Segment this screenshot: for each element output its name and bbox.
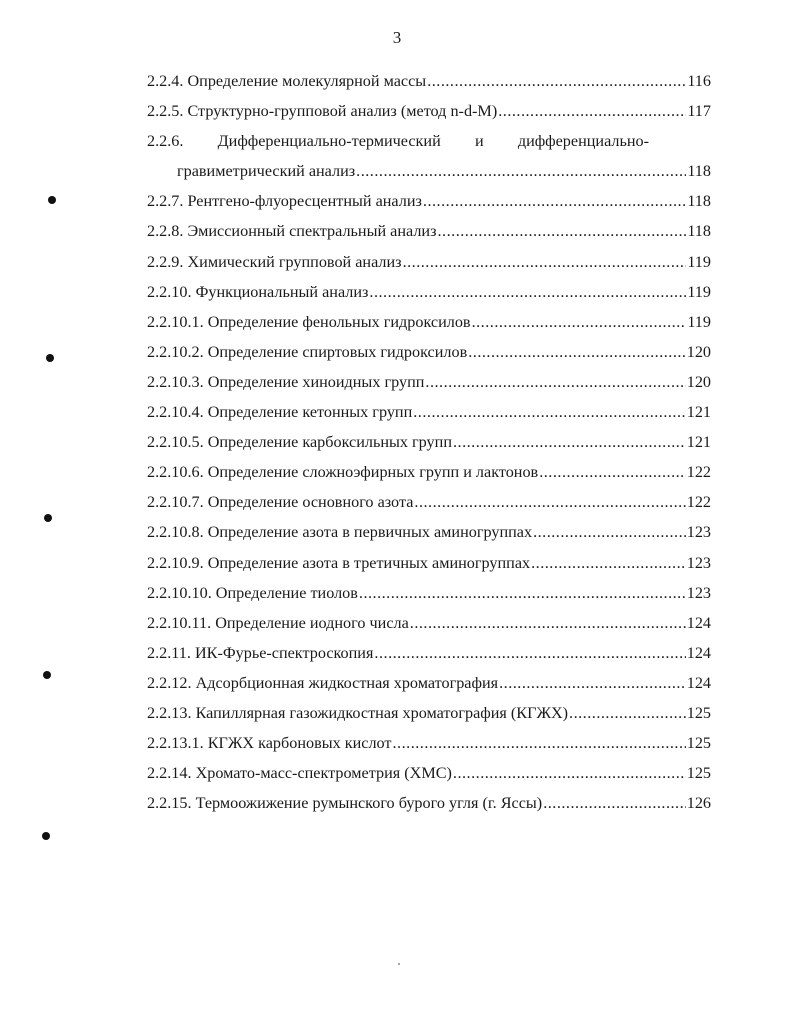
binding-hole-mark bbox=[46, 354, 54, 362]
binding-hole-mark bbox=[43, 671, 51, 679]
toc-entry bbox=[147, 373, 711, 403]
dot-leader bbox=[359, 584, 686, 603]
dot-leader bbox=[531, 554, 686, 573]
toc-entry-title: 2.2.8. Эмиссионный спектральный анализ bbox=[147, 222, 437, 241]
dot-leader bbox=[498, 102, 686, 121]
toc-entry-word: и bbox=[474, 132, 484, 151]
toc-entry bbox=[147, 794, 711, 824]
toc-entry bbox=[147, 614, 711, 644]
toc-entry bbox=[147, 523, 711, 553]
toc-entry-page: 123 bbox=[686, 523, 711, 542]
dot-leader bbox=[425, 373, 685, 392]
toc-entry-page: 123 bbox=[686, 553, 711, 572]
toc-entry-wrapped-second-line bbox=[147, 162, 711, 192]
toc-entry bbox=[147, 463, 711, 493]
toc-entry-word: Дифференциально-термический bbox=[217, 132, 441, 151]
toc-entry-title: 2.2.10.10. Определение тиолов bbox=[147, 583, 358, 602]
table-of-contents bbox=[147, 72, 711, 824]
toc-entry bbox=[147, 734, 711, 764]
dot-leader bbox=[356, 162, 686, 181]
toc-entry-title: 2.2.13. Капиллярная газожидкостная хроматография (КГЖХ) bbox=[147, 703, 569, 722]
toc-entry bbox=[147, 764, 711, 794]
toc-entry-page: 119 bbox=[687, 252, 711, 271]
toc-entry-word: дифференциально- bbox=[517, 132, 650, 151]
toc-entry-word: 2.2.6. bbox=[147, 132, 184, 151]
dot-leader bbox=[374, 644, 685, 663]
binding-hole-mark bbox=[42, 832, 50, 840]
toc-entry-page: 125 bbox=[686, 703, 711, 722]
dot-leader bbox=[472, 313, 687, 332]
toc-entry-page: 118 bbox=[687, 192, 711, 211]
toc-entry bbox=[147, 554, 711, 584]
dot-leader bbox=[533, 523, 686, 542]
toc-entry bbox=[147, 253, 711, 283]
toc-entry-page: 122 bbox=[686, 463, 711, 482]
toc-entry bbox=[147, 222, 711, 252]
toc-entry-page: 124 bbox=[686, 613, 711, 632]
dot-leader bbox=[427, 72, 686, 91]
toc-entry bbox=[147, 644, 711, 674]
toc-entry-page: 118 bbox=[687, 162, 711, 181]
toc-entry-title: 2.2.5. Структурно-групповой анализ (метод n-d-M) bbox=[147, 102, 498, 121]
toc-entry-page: 120 bbox=[686, 342, 711, 361]
toc-entry-title: 2.2.10.1. Определение фенольных гидроксилов bbox=[147, 312, 471, 331]
toc-entry-title: 2.2.10.2. Определение спиртовых гидроксилов bbox=[147, 342, 468, 361]
toc-entry-title: 2.2.7. Рентгено-флуоресцентный анализ bbox=[147, 192, 422, 211]
toc-entry bbox=[147, 704, 711, 734]
toc-entry bbox=[147, 674, 711, 704]
dot-leader bbox=[413, 403, 685, 422]
toc-entry bbox=[147, 192, 711, 222]
toc-entry-page: 118 bbox=[687, 222, 711, 241]
toc-entry-page: 123 bbox=[686, 583, 711, 602]
toc-entry-title: гравиметрический анализ bbox=[177, 162, 356, 181]
toc-entry bbox=[147, 403, 711, 433]
toc-entry-page: 126 bbox=[686, 794, 711, 813]
dot-leader bbox=[453, 433, 686, 452]
toc-entry-title: 2.2.10. Функциональный анализ bbox=[147, 282, 369, 301]
toc-entry-title: 2.2.10.9. Определение азота в третичных аминогруппах bbox=[147, 553, 531, 572]
toc-entry-title: 2.2.15. Термоожижение румынского бурого угля (г. Яссы) bbox=[147, 794, 543, 813]
toc-entry-page: 124 bbox=[686, 643, 711, 662]
dot-leader bbox=[453, 764, 686, 783]
toc-entry-page: 120 bbox=[686, 372, 711, 391]
dot-leader bbox=[393, 734, 686, 753]
dot-leader bbox=[369, 283, 686, 302]
toc-entry-page: 121 bbox=[686, 433, 711, 452]
toc-entry-page: 122 bbox=[686, 493, 711, 512]
toc-entry-page: 124 bbox=[686, 673, 711, 692]
dot-leader bbox=[403, 253, 687, 272]
toc-entry-title: 2.2.10.6. Определение сложноэфирных групп и лактонов bbox=[147, 463, 539, 482]
toc-entry-page: 121 bbox=[686, 403, 711, 422]
toc-entry bbox=[147, 313, 711, 343]
toc-entry-title: 2.2.11. ИК-Фурье-спектроскопия bbox=[147, 643, 374, 662]
toc-entry-page: 119 bbox=[687, 282, 711, 301]
toc-entry bbox=[147, 343, 711, 373]
dot-leader bbox=[569, 704, 686, 723]
dot-leader bbox=[410, 614, 686, 633]
page-number: 3 bbox=[392, 28, 402, 47]
toc-entry-title: 2.2.13.1. КГЖХ карбоновых кислот bbox=[147, 734, 392, 753]
dot-leader bbox=[499, 674, 686, 693]
toc-entry bbox=[147, 72, 711, 102]
toc-entry-page: 125 bbox=[686, 764, 711, 783]
toc-entry-page: 116 bbox=[687, 72, 711, 90]
toc-entry-title: 2.2.10.4. Определение кетонных групп bbox=[147, 403, 413, 422]
toc-entry bbox=[147, 493, 711, 523]
toc-entry-page: 119 bbox=[687, 312, 711, 331]
dot-leader bbox=[438, 222, 687, 241]
toc-entry-title: 2.2.10.11. Определение иодного числа bbox=[147, 613, 409, 632]
toc-entry-title: 2.2.10.8. Определение азота в первичных аминогруппах bbox=[147, 523, 533, 542]
dot-leader bbox=[539, 463, 686, 482]
toc-entry-title: 2.2.9. Химический групповой анализ bbox=[147, 252, 402, 271]
toc-entry-page: 125 bbox=[686, 734, 711, 753]
toc-entry-title: 2.2.12. Адсорбционная жидкостная хроматография bbox=[147, 673, 499, 692]
toc-entry-title: 2.2.10.5. Определение карбоксильных групп bbox=[147, 433, 452, 452]
toc-entry-page: 117 bbox=[687, 102, 711, 121]
toc-entry bbox=[147, 584, 711, 614]
dot-leader bbox=[468, 343, 686, 362]
toc-entry-title: 2.2.10.3. Определение хиноидных групп bbox=[147, 372, 425, 391]
toc-entry bbox=[147, 102, 711, 132]
binding-hole-mark bbox=[48, 196, 56, 204]
toc-entry bbox=[147, 433, 711, 463]
binding-hole-mark bbox=[44, 514, 52, 522]
dot-leader bbox=[543, 794, 686, 813]
scan-speck bbox=[398, 963, 400, 965]
dot-leader bbox=[414, 493, 685, 512]
toc-entry-title: 2.2.14. Хромато-масс-спектрометрия (ХМС) bbox=[147, 764, 452, 783]
toc-entry-title: 2.2.4. Определение молекулярной массы bbox=[147, 72, 427, 90]
dot-leader bbox=[423, 192, 686, 211]
toc-entry-title: 2.2.10.7. Определение основного азота bbox=[147, 493, 414, 512]
toc-entry-wrapped-first-line bbox=[147, 132, 649, 162]
toc-entry bbox=[147, 283, 711, 313]
